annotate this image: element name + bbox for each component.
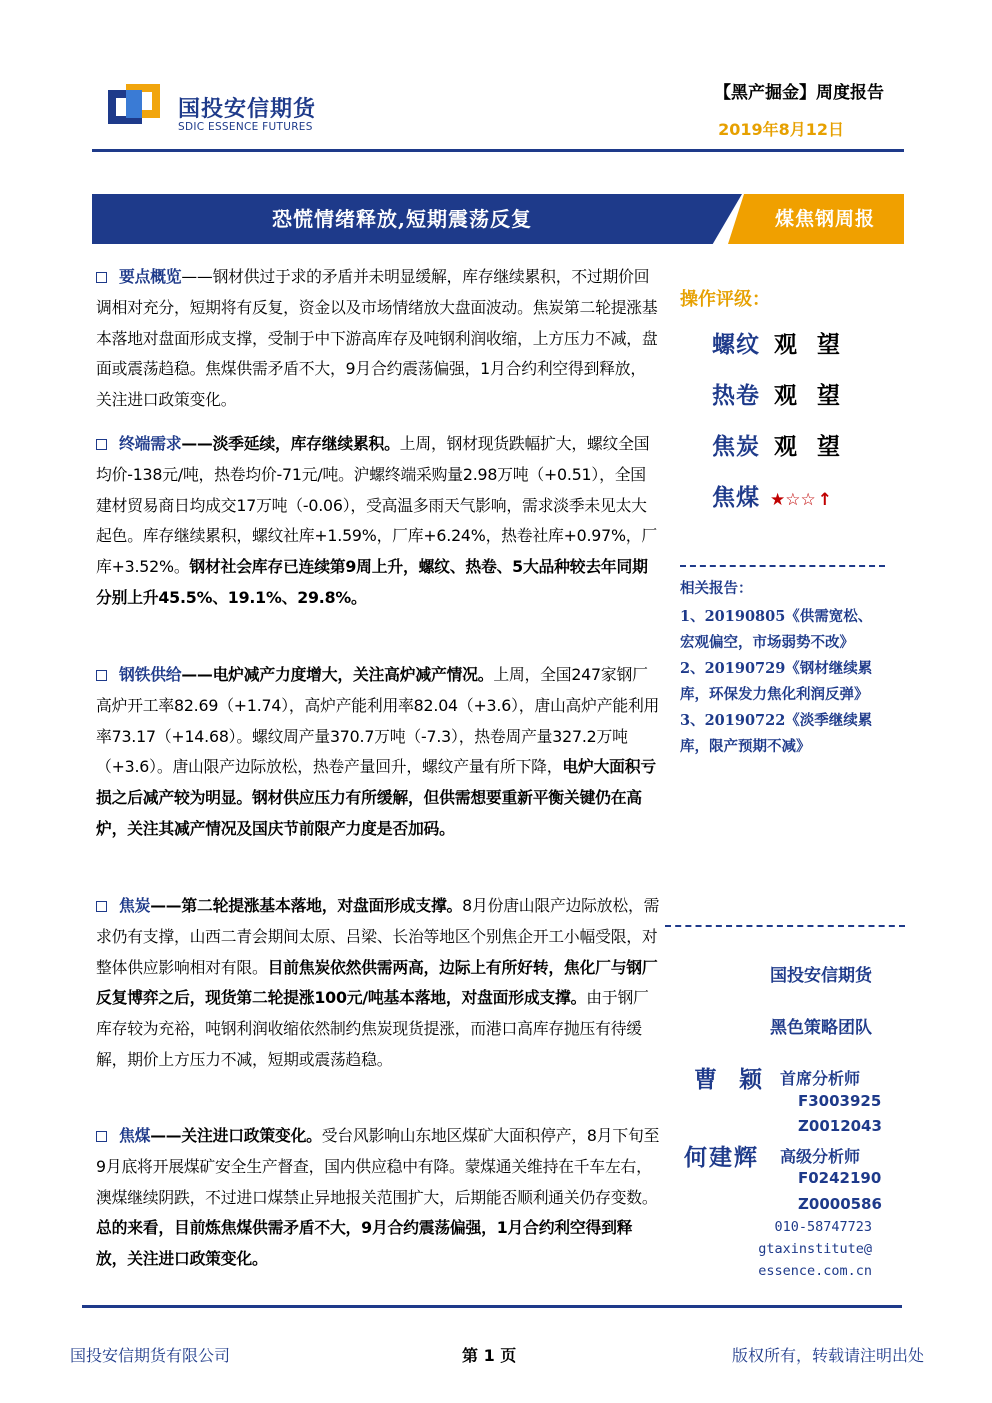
rating-view: 观望 bbox=[774, 433, 860, 460]
section-key: 终端需求 bbox=[119, 434, 182, 453]
logo-company-name: 国投安信期货 bbox=[178, 97, 317, 122]
checkbox-bullet-icon bbox=[96, 1131, 107, 1142]
section-text-bold: ——淡季延续，库存继续累积。 bbox=[181, 434, 400, 453]
section-overview bbox=[96, 262, 660, 416]
section-key: 要点概览 bbox=[119, 267, 182, 286]
star-empty-icon: ☆ bbox=[800, 490, 816, 510]
rating-heading: 操作评级： bbox=[680, 289, 770, 310]
checkbox-bullet-icon bbox=[96, 901, 107, 912]
contact-email: gtaxinstitute@ bbox=[758, 1241, 872, 1257]
contact-phone: 010-58747723 bbox=[774, 1219, 872, 1235]
related-reports bbox=[680, 577, 880, 760]
rating-view: 观望 bbox=[774, 331, 860, 358]
rating-row-hrc bbox=[712, 377, 860, 410]
related-divider-top bbox=[680, 565, 885, 567]
footer-company: 国投安信期货有限公司 bbox=[70, 1346, 231, 1365]
section-text-bold: 总的来看，目前炼焦煤供需矛盾不大，9月合约震荡偏强，1月合约利空得到释放，关注进口政策变化。 bbox=[96, 1218, 633, 1269]
rating-product: 焦炭 bbox=[712, 433, 760, 460]
footer-copyright: 版权所有，转载请注明出处 bbox=[731, 1346, 924, 1365]
report-category-tag: 煤焦钢周报 bbox=[774, 208, 875, 230]
analyst-title: 首席分析师 bbox=[780, 1069, 861, 1088]
rating-product: 螺纹 bbox=[712, 331, 760, 358]
star-empty-icon: ☆ bbox=[785, 490, 801, 510]
star-rating bbox=[770, 490, 832, 510]
section-text: 上周，钢材现货跌幅扩大，螺纹全国均价-138元/吨，热卷均价-71元/吨。沪螺终端采购量2.98万吨（+0.51），全国建材贸易商日均成交17万吨（-0.06），受高温多雨天气影响，需求淡季未见太大起色。库存继续累积，螺纹社库+1.59%，厂库+6.24%，热卷社库+0.97%，厂库+3.52%。 bbox=[96, 434, 657, 577]
company-logo-mark bbox=[108, 84, 160, 130]
section-text: 8月份唐山限产边际放松，需求仍有支撑，山西二青会期间太原、吕梁、长治等地区个别焦企开工小幅受限，对整体供应影响相对有限。 bbox=[96, 896, 660, 977]
contact-email-domain: essence.com.cn bbox=[758, 1263, 872, 1279]
analyst-license: F0242190 bbox=[798, 1169, 882, 1187]
section-text: 上周，全国247家钢厂高炉开工率82.69（+1.74），高炉产能利用率82.04（+3.6），唐山高炉产能利用率73.17（+14.68）。螺纹周产量370.7万吨（-7.3），热卷周产量327.2万吨（+3.6）。唐山限产边际放松，热卷产量回升，螺纹产量有所下降， bbox=[96, 665, 660, 777]
section-text: 由于钢厂库存较为充裕，吨钢利润收缩依然制约焦炭现货提涨，而港口高库存抛压有待缓解，期价上方压力不减，短期或震荡趋稳。 bbox=[96, 988, 649, 1069]
page-number: 第 1 页 bbox=[462, 1346, 517, 1365]
related-report-item: 2、20190729《钢材继续累库，环保发力焦化利润反弹》 bbox=[680, 660, 873, 703]
rating-product: 热卷 bbox=[712, 382, 760, 409]
related-heading: 相关报告： bbox=[680, 580, 753, 597]
analyst-license: Z0000586 bbox=[798, 1195, 882, 1213]
analyst-title: 高级分析师 bbox=[780, 1147, 861, 1166]
star-filled-icon: ★ bbox=[770, 490, 786, 510]
analyst-license: Z0012043 bbox=[798, 1117, 882, 1135]
checkbox-bullet-icon bbox=[96, 439, 107, 450]
section-text-bold: ——第二轮提涨基本落地，对盘面形成支撑。 bbox=[150, 896, 463, 915]
related-report-item: 1、20190805《供需宽松、宏观偏空，市场弱势不改》 bbox=[680, 608, 873, 651]
section-coking-coal bbox=[96, 1121, 660, 1275]
rating-row-rebar bbox=[712, 326, 860, 359]
section-text-bold: 电炉大面积亏损之后减产较为明显。钢材供应压力有所缓解，但供需想要重新平衡关键仍在高炉，关注其减产情况及国庆节前限产力度是否加码。 bbox=[96, 757, 656, 838]
section-text: ——钢材供过于求的矛盾并未明显缓解，库存继续累积，不过期价回调相对充分，短期将有反复，资金以及市场情绪放大盘面波动。焦炭第二轮提涨基本落地对盘面形成支撑，受制于中下游高库存及吨钢利润收缩，上方压力不减，盘面或震荡趋稳。焦煤供需矛盾不大，9月合约震荡偏强，1月合约利空得到释放，关注进口政策变化。 bbox=[96, 267, 658, 410]
rating-row-coke bbox=[712, 428, 860, 461]
report-title: 恐慌情绪释放,短期震荡反复 bbox=[272, 207, 532, 231]
header-divider bbox=[92, 149, 904, 152]
rating-row-coking-coal bbox=[712, 479, 832, 512]
section-demand bbox=[96, 429, 660, 614]
section-steel-supply bbox=[96, 660, 660, 845]
footer-divider bbox=[82, 1305, 902, 1308]
checkbox-bullet-icon bbox=[96, 670, 107, 681]
report-date: 2019年8月12日 bbox=[718, 120, 844, 139]
related-report-item: 3、20190722《淡季继续累库，限产预期不减》 bbox=[680, 712, 873, 755]
analyst-license: F3003925 bbox=[798, 1092, 882, 1110]
related-divider-bottom bbox=[665, 925, 905, 927]
team-group: 黑色策略团队 bbox=[770, 1018, 872, 1038]
section-text-bold: 目前焦炭依然供需两高，边际上有所好转，焦化厂与钢厂反复博弈之后，现货第二轮提涨100元/吨基本落地，对盘面形成支撑。 bbox=[96, 957, 658, 1008]
rating-view: 观望 bbox=[774, 382, 860, 409]
analyst-name: 曹颖 bbox=[694, 1067, 784, 1093]
analyst-name: 何建辉 bbox=[684, 1145, 759, 1171]
section-key: 焦煤 bbox=[119, 1126, 151, 1145]
team-company: 国投安信期货 bbox=[770, 966, 872, 986]
section-text-bold: 钢材社会库存已连续第9周上升，螺纹、热卷、5大品种较去年同期分别上升45.5%、19.1%、29.8%。 bbox=[96, 557, 648, 607]
section-key: 钢铁供给 bbox=[119, 665, 182, 684]
checkbox-bullet-icon bbox=[96, 272, 107, 283]
section-coke bbox=[96, 891, 660, 1076]
section-key: 焦炭 bbox=[119, 896, 151, 915]
rating-product: 焦煤 bbox=[712, 484, 760, 511]
section-text-bold: ——关注进口政策变化。 bbox=[150, 1126, 322, 1145]
section-text: 受台风影响山东地区煤矿大面积停产，8月下旬至9月底将开展煤矿安全生产督查，国内供应稳中有降。蒙煤通关维持在千车左右，澳煤继续阴跌，不过进口煤禁止异地报关范围扩大，后期能否顺利通关仍存变数。 bbox=[96, 1126, 660, 1207]
section-text-bold: ——电炉减产力度增大，关注高炉减产情况。 bbox=[181, 665, 494, 684]
logo-company-name-en: SDIC ESSENCE FUTURES bbox=[178, 121, 313, 133]
trend-up-icon: ↑ bbox=[817, 490, 832, 510]
report-type: 【黑产掘金】周度报告 bbox=[714, 83, 884, 103]
